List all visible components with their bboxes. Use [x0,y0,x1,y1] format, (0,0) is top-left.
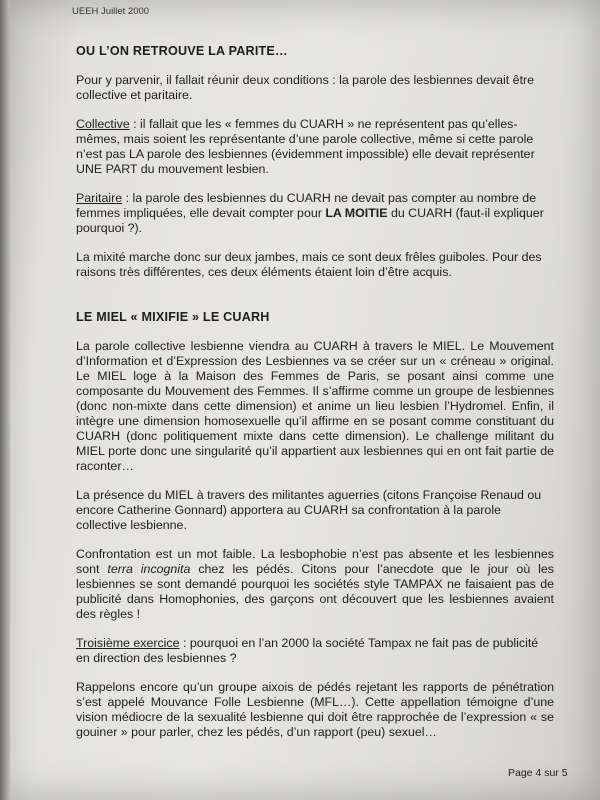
term-collective: Collective [76,117,130,131]
exercise-text: : pourquoi en l’an 2000 la société Tampax ne fait pas de publicité en direction des lesbiennes ? [76,636,539,665]
page-number: Page 4 sur 5 [508,767,568,779]
paragraph-mfl: Rappelons encore qu’un groupe aixois de pédés rejetant les rapports de pénétration s’est appelé Mouvance Folle Lesbienne (MFL…). Cette appellation témoigne d’une vision médiocre de la sexualité lesbienne qui doit être rapprochée de l’expression « se gouiner » pour parler, chez les pédés, d’un rapport (peu) sexuel… [76,680,554,739]
confrontation-text-a: Confrontation est un mot faible. La lesbophobie n’est pas absente et les lesbiennes sont [76,547,554,576]
paritaire-text-1: : la parole des lesbiennes du CUARH ne devait pas compter au nombre de femmes impliquées, elle devait compter pour [76,191,537,220]
paritaire-bold: LA MOITIE [325,206,388,220]
confrontation-text-b: chez les pédés. Citons pour l’anecdote que le jour où les lesbiennes se sont demandé pourquoi les sociétés style TAMPAX ne faisaient pas de publicité dans Homophonies, des garçons ont découvert que les lesbiennes avaient des règles ! [76,562,554,621]
paragraph-intro: Pour y parvenir, il fallait réunir deux conditions : la parole des lesbiennes devait être collective et paritaire. [76,73,535,102]
paragraph-collective [76,117,554,177]
section-heading-parite: OU L’ON RETROUVE LA PARITE… [76,44,288,58]
paragraph-mixite: La mixité marche donc sur deux jambes, mais ce sont deux frêles guiboles. Pour des raisons très différentes, ces deux éléments étaient loin d’être acquis. [76,250,542,279]
page-header: UEEH Juillet 2000 [72,6,150,17]
paritaire-text-2: du CUARH (faut-il expliquer pourquoi ?). [76,206,544,235]
paragraph-exercise [76,636,554,666]
term-paritaire: Paritaire [76,191,123,205]
page-edge-shadow [0,0,10,800]
section-heading-miel: LE MIEL « MIXIFIE » LE CUARH [76,310,270,324]
paragraph-confrontation [76,547,554,622]
term-troisieme-exercice: Troisième exercice [76,636,180,650]
confrontation-italic: terra incognita [107,562,191,576]
paragraph-miel-1: La parole collective lesbienne viendra au CUARH à travers le MIEL. Le Mouvement d’Information et d’Expression des Lesbiennes va se créer sur un « créneau » original. Le MIEL loge à la Maison des Femmes de Paris, se posant ainsi comme une composante du Mouvement des Femmes. Il s’affirme comme un groupe de lesbiennes (donc non-mixte dans cette dimension) et anime un lieu lesbien l’Hydromel. Enfin, il intègre une dimension homosexuelle qu’il affirme en se posant comme constituant du CUARH (donc politiquement mixte dans cette dimension). Le challenge militant du MIEL porte donc une singularité qu’il appartient aux lesbiennes qui en ont fait partie de raconter… [76,339,554,473]
document-body [76,44,554,754]
paragraph-miel-2: La présence du MIEL à travers des militantes aguerries (citons Françoise Renaud ou encore Catherine Gonnard) apportera au CUARH sa confrontation à la parole collective lesbienne. [76,488,542,532]
collective-text: : il fallait que les « femmes du CUARH » ne représentent pas qu’elles-mêmes, mais soient les représentante d’une parole collective, même si cette parole n’est pas LA parole des lesbiennes (évidemment impossible) elle devait représenter UNE PART du mouvement lesbien. [76,117,535,176]
paragraph-paritaire [76,191,554,236]
